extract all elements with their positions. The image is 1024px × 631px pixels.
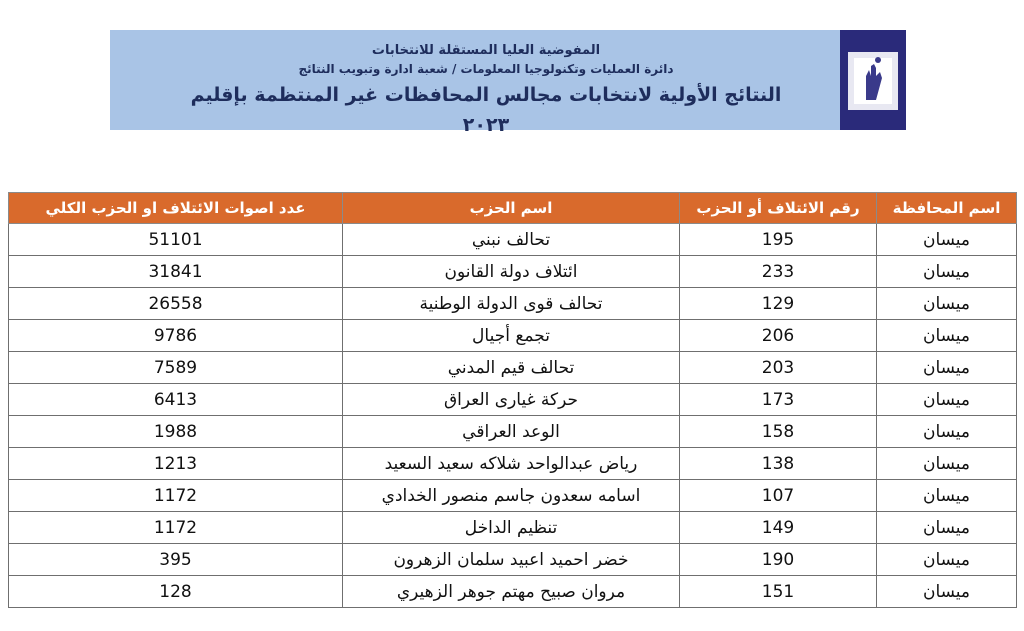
cell-governorate: ميسان bbox=[877, 288, 1017, 320]
cell-party-name: تحالف قيم المدني bbox=[343, 352, 680, 384]
cell-party-number: 173 bbox=[680, 384, 877, 416]
cell-party-name: تحالف نبني bbox=[343, 224, 680, 256]
table-row bbox=[9, 288, 1017, 320]
cell-total-votes: 1988 bbox=[9, 416, 343, 448]
cell-party-name: مروان صبيح مهتم جوهر الزهيري bbox=[343, 576, 680, 608]
cell-total-votes: 1213 bbox=[9, 448, 343, 480]
cell-governorate: ميسان bbox=[877, 224, 1017, 256]
cell-party-number: 233 bbox=[680, 256, 877, 288]
header-party-name: اسم الحزب bbox=[343, 193, 680, 224]
cell-governorate: ميسان bbox=[877, 512, 1017, 544]
table-row bbox=[9, 544, 1017, 576]
cell-party-number: 203 bbox=[680, 352, 877, 384]
cell-governorate: ميسان bbox=[877, 576, 1017, 608]
cell-party-name: ائتلاف دولة القانون bbox=[343, 256, 680, 288]
cell-total-votes: 128 bbox=[9, 576, 343, 608]
department-name: دائرة العمليات وتكنولوجيا المعلومات / شعبة ادارة وتبويب النتائج bbox=[298, 62, 674, 76]
table-row bbox=[9, 384, 1017, 416]
cell-total-votes: 9786 bbox=[9, 320, 343, 352]
table-row bbox=[9, 352, 1017, 384]
cell-governorate: ميسان bbox=[877, 480, 1017, 512]
cell-governorate: ميسان bbox=[877, 416, 1017, 448]
table-row bbox=[9, 480, 1017, 512]
header-banner bbox=[110, 30, 906, 136]
cell-party-number: 158 bbox=[680, 416, 877, 448]
cell-party-number: 195 bbox=[680, 224, 877, 256]
cell-party-name: حركة غيارى العراق bbox=[343, 384, 680, 416]
cell-party-number: 151 bbox=[680, 576, 877, 608]
cell-total-votes: 395 bbox=[9, 544, 343, 576]
header-governorate: اسم المحافظة bbox=[877, 193, 1017, 224]
cell-total-votes: 7589 bbox=[9, 352, 343, 384]
cell-party-number: 138 bbox=[680, 448, 877, 480]
header-party-number: رقم الائتلاف أو الحزب bbox=[680, 193, 877, 224]
cell-total-votes: 26558 bbox=[9, 288, 343, 320]
cell-party-number: 149 bbox=[680, 512, 877, 544]
cell-party-name: خضر احميد اعبيد سلمان الزهرون bbox=[343, 544, 680, 576]
cell-governorate: ميسان bbox=[877, 320, 1017, 352]
cell-governorate: ميسان bbox=[877, 544, 1017, 576]
banner-text bbox=[166, 42, 806, 140]
cell-party-name: رياض عبدالواحد شلاكه سعيد السعيد bbox=[343, 448, 680, 480]
cell-party-number: 129 bbox=[680, 288, 877, 320]
table-row bbox=[9, 320, 1017, 352]
cell-total-votes: 1172 bbox=[9, 512, 343, 544]
cell-total-votes: 6413 bbox=[9, 384, 343, 416]
commission-name: المفوضية العليا المستقلة للانتخابات bbox=[371, 43, 601, 58]
cell-party-name: تحالف قوى الدولة الوطنية bbox=[343, 288, 680, 320]
cell-party-number: 107 bbox=[680, 480, 877, 512]
cell-total-votes: 31841 bbox=[9, 256, 343, 288]
table-row bbox=[9, 224, 1017, 256]
commission-logo-icon bbox=[840, 30, 906, 130]
cell-party-name: اسامه سعدون جاسم منصور الخدادي bbox=[343, 480, 680, 512]
table-row bbox=[9, 512, 1017, 544]
header-total-votes: عدد اصوات الائتلاف او الحزب الكلي bbox=[9, 193, 343, 224]
cell-party-name: تنظيم الداخل bbox=[343, 512, 680, 544]
table-header-row bbox=[9, 193, 1017, 224]
cell-governorate: ميسان bbox=[877, 256, 1017, 288]
cell-total-votes: 51101 bbox=[9, 224, 343, 256]
page-title: النتائج الأولية لانتخابات مجالس المحافظات غير المنتظمة بإقليم ٢٠٢٣ bbox=[190, 84, 782, 136]
cell-party-name: تجمع أجيال bbox=[343, 320, 680, 352]
results-table bbox=[8, 192, 1017, 608]
cell-governorate: ميسان bbox=[877, 448, 1017, 480]
cell-total-votes: 1172 bbox=[9, 480, 343, 512]
cell-governorate: ميسان bbox=[877, 352, 1017, 384]
cell-party-number: 206 bbox=[680, 320, 877, 352]
cell-governorate: ميسان bbox=[877, 384, 1017, 416]
table-row bbox=[9, 256, 1017, 288]
cell-party-number: 190 bbox=[680, 544, 877, 576]
table-row bbox=[9, 448, 1017, 480]
table-row bbox=[9, 576, 1017, 608]
table-row bbox=[9, 416, 1017, 448]
cell-party-name: الوعد العراقي bbox=[343, 416, 680, 448]
